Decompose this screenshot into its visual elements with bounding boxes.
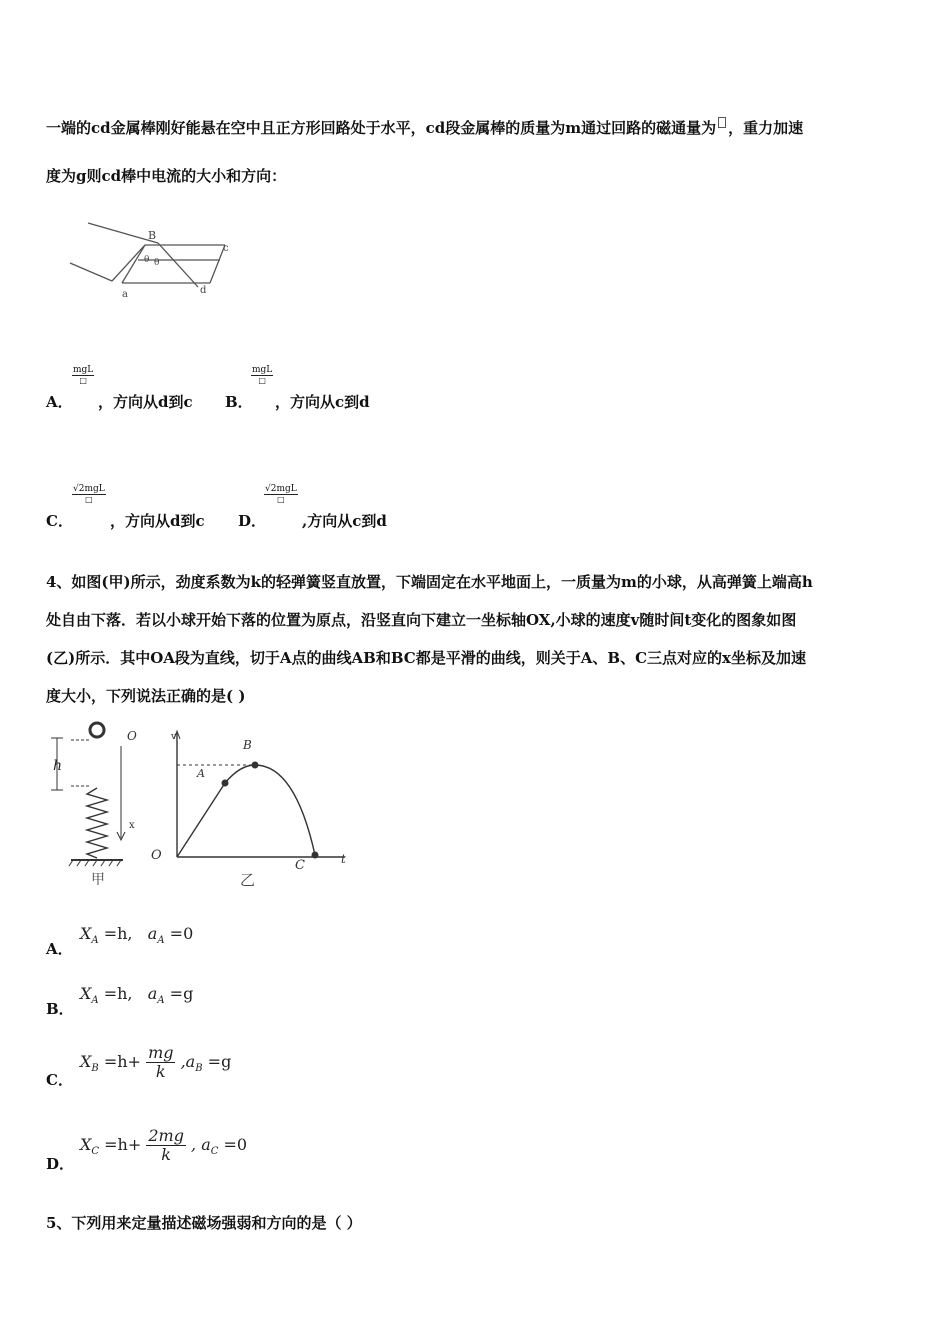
q3-text-line2: 度为g则cd棒中电流的大小和方向： xyxy=(46,167,287,185)
q4-text-line1: 4、如图(甲)所示，劲度系数为k的轻弹簧竖直放置，下端固定在水平地面上，一质量为m的小球，从高弹簧上端高h xyxy=(46,573,813,591)
label-d: d xyxy=(200,285,207,296)
label-origin: O xyxy=(151,848,162,863)
fraction-denominator: □ xyxy=(79,376,87,385)
q4-text-line3: (乙)所示．其中OA段为直线，切于A点的曲线AB和BC都是平滑的曲线，则关于A、B、C三点对应的x坐标及加速 xyxy=(46,649,806,667)
label-v: v xyxy=(171,732,177,742)
fraction-denominator: □ xyxy=(85,495,93,504)
label-point-a: A xyxy=(197,767,205,780)
label-B: B xyxy=(148,229,157,242)
caption-jia: 甲 xyxy=(91,872,105,888)
point-a xyxy=(222,780,229,787)
flux-symbol-box xyxy=(718,117,726,128)
q3-option-c-text: ，方向从d到c xyxy=(110,512,205,530)
q4-option-d-formula: $X_C =h+$ $\frac{2mg}{k}$ , $a_C =0$ xyxy=(80,1126,248,1164)
q3-figure xyxy=(60,205,230,335)
q3-option-c-fraction xyxy=(72,484,106,504)
q3-option-a-text: ，方向从d到c xyxy=(98,393,193,411)
q4-option-a-formula: $X_A =h$, $a_A =0$ xyxy=(80,924,194,947)
q3-text-line1 xyxy=(46,117,803,138)
q3-option-d-fraction xyxy=(264,484,298,504)
q3-option-a-fraction xyxy=(72,365,94,385)
label-a: a xyxy=(122,289,128,300)
q3-line1-text: 一端的cd金属棒刚好能悬在空中且正方形回路处于水平，cd段金属棒的质量为m通过回路的磁通量为 xyxy=(46,119,717,137)
label-point-c: C xyxy=(295,858,305,873)
option-label: D． xyxy=(238,512,267,530)
fraction-mg-k: $\frac{mg}{k}$ xyxy=(148,1043,174,1081)
label-point-b: B xyxy=(243,738,252,752)
q4-text-line4: 度大小，下列说法正确的是( ) xyxy=(46,687,246,705)
fraction-2mg-k: $\frac{2mg}{k}$ xyxy=(148,1126,184,1164)
option-label: C． xyxy=(46,512,73,530)
label-t: t xyxy=(341,852,346,866)
label-theta-1: θ xyxy=(144,255,150,265)
q4-option-c-formula: $X_B =h+$ $\frac{mg}{k}$ $,a_B =g$ xyxy=(80,1043,232,1081)
caption-yi: 乙 xyxy=(240,871,256,889)
q3-option-b[interactable] xyxy=(225,391,253,412)
q4-text-line2: 处自由下落．若以小球开始下落的位置为原点，沿竖直向下建立一坐标轴OX,小球的速度v随时间t变化的图象如图 xyxy=(46,611,797,629)
q4-option-d[interactable]: D． xyxy=(46,1155,75,1173)
q4-option-c[interactable]: C． xyxy=(46,1071,73,1089)
point-c xyxy=(312,852,319,859)
option-label: B． xyxy=(225,393,253,411)
q3-option-b-fraction xyxy=(251,365,273,385)
q5-text-line1: 5、下列用来定量描述磁场强弱和方向的是（ ） xyxy=(46,1214,362,1232)
q3-line1-tail: ，重力加速 xyxy=(728,119,804,137)
label-theta-2: θ xyxy=(154,258,160,268)
q3-option-c[interactable] xyxy=(46,510,73,531)
point-b xyxy=(252,762,259,769)
q3-option-a[interactable] xyxy=(46,391,73,412)
q4-option-a[interactable]: A． xyxy=(46,940,73,958)
label-o: O xyxy=(127,729,137,743)
q4-figure-jia xyxy=(45,718,145,888)
label-h: h xyxy=(53,758,63,774)
option-label: A． xyxy=(46,393,73,411)
fraction-denominator: □ xyxy=(277,495,285,504)
q4-option-b[interactable]: B． xyxy=(46,1000,74,1018)
fraction-numerator: √2mgL xyxy=(73,484,105,494)
q4-figure-yi xyxy=(145,725,355,890)
q3-option-b-text: ，方向从c到d xyxy=(275,393,370,411)
q3-option-d-text: ,方向从c到d xyxy=(302,512,387,530)
fraction-numerator: √2mgL xyxy=(265,484,297,494)
q3-option-d[interactable] xyxy=(238,510,266,531)
fraction-numerator: mgL xyxy=(252,365,273,375)
fraction-denominator: □ xyxy=(258,376,266,385)
q4-option-b-formula: $X_A =h$, $a_A =g$ xyxy=(80,984,194,1007)
fraction-numerator: mgL xyxy=(73,365,94,375)
label-x: x xyxy=(129,820,135,831)
label-c: c xyxy=(223,243,229,254)
